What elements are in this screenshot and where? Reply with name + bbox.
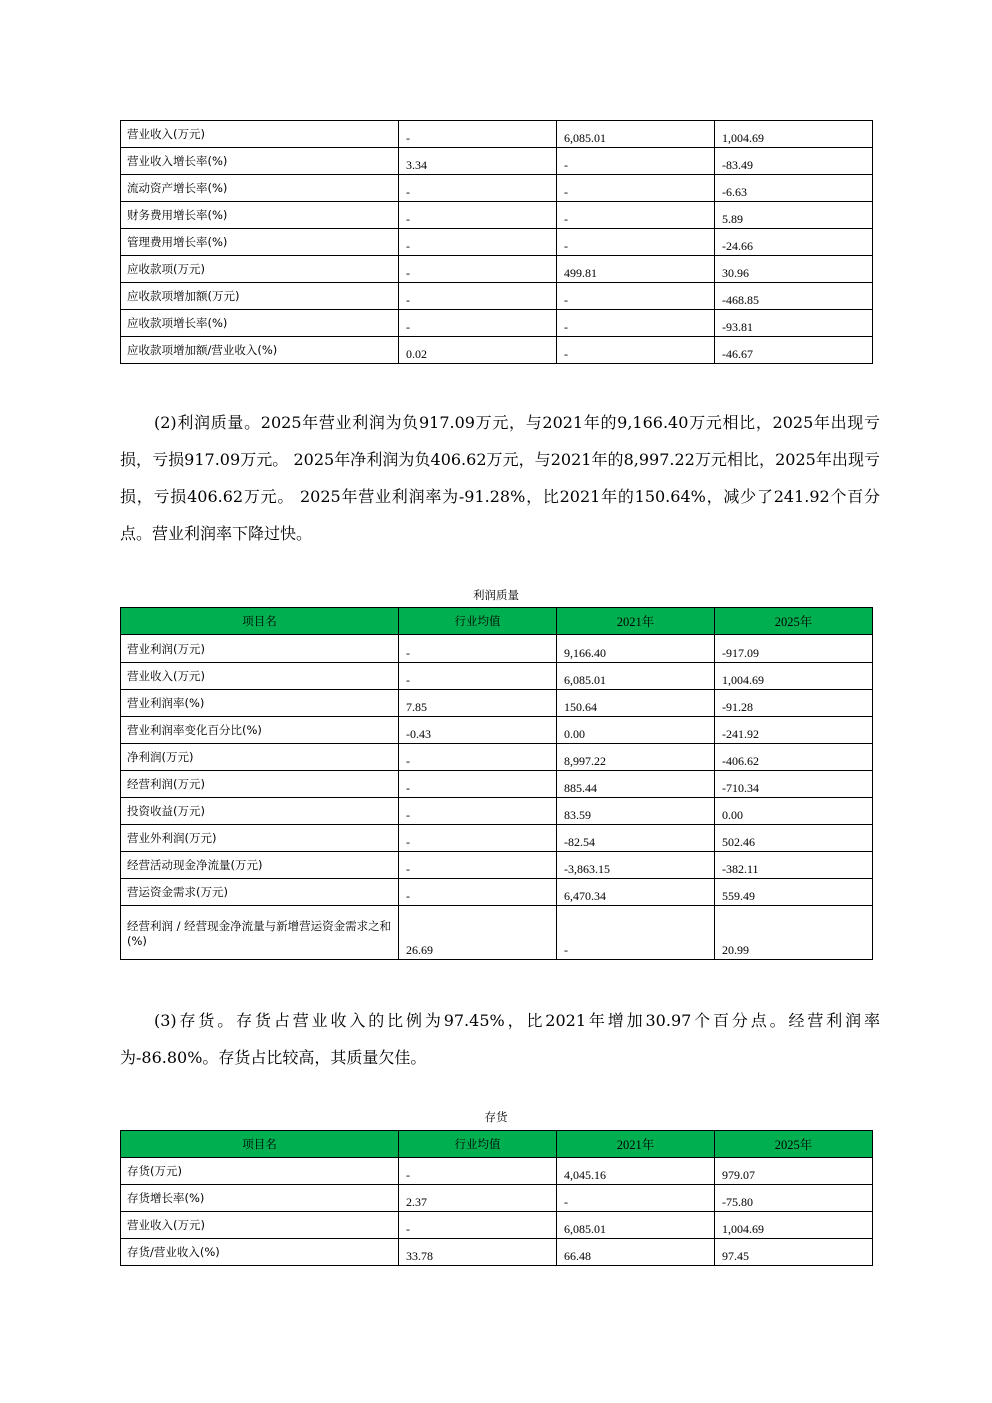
industry-average-cell: -	[399, 879, 557, 906]
industry-average-cell: -0.43	[399, 717, 557, 744]
table-row	[121, 906, 873, 960]
industry-average-cell: -	[399, 852, 557, 879]
row-label: 营业收入(万元)	[121, 121, 399, 148]
row-label: 营业利润(万元)	[121, 635, 399, 663]
table-header-row	[121, 608, 873, 635]
row-label: 存货(万元)	[121, 1158, 399, 1185]
industry-average-cell: -	[399, 1158, 557, 1185]
year-2021-cell: -82.54	[557, 825, 715, 852]
row-label: 投资收益(万元)	[121, 798, 399, 825]
industry-average-cell: 26.69	[399, 906, 557, 960]
year-2025-cell: 97.45	[715, 1239, 873, 1266]
table-row	[121, 825, 873, 852]
year-2021-cell: 6,470.34	[557, 879, 715, 906]
year-2025-cell: -468.85	[715, 283, 873, 310]
table-row	[121, 121, 873, 148]
row-label: 营业收入(万元)	[121, 663, 399, 690]
industry-average-cell: 33.78	[399, 1239, 557, 1266]
inventory-table	[120, 1130, 873, 1266]
row-label: 经营利润 / 经营现金净流量与新增营运资金需求之和(%)	[121, 906, 399, 960]
year-2025-cell: 5.89	[715, 202, 873, 229]
year-2025-cell: -93.81	[715, 310, 873, 337]
industry-average-cell: -	[399, 283, 557, 310]
row-label: 管理费用增长率(%)	[121, 229, 399, 256]
year-2025-cell: 559.49	[715, 879, 873, 906]
industry-average-cell: 7.85	[399, 690, 557, 717]
row-label: 营业外利润(万元)	[121, 825, 399, 852]
header-year-2021: 2021年	[557, 608, 715, 635]
year-2021-cell: 885.44	[557, 771, 715, 798]
table-row	[121, 852, 873, 879]
row-label: 财务费用增长率(%)	[121, 202, 399, 229]
year-2025-cell: -6.63	[715, 175, 873, 202]
year-2025-cell: -46.67	[715, 337, 873, 364]
inventory-caption: 存货	[484, 1110, 508, 1124]
table-row	[121, 202, 873, 229]
row-label: 存货增长率(%)	[121, 1185, 399, 1212]
row-label: 存货/营业收入(%)	[121, 1239, 399, 1266]
industry-average-cell: -	[399, 744, 557, 771]
year-2025-cell: -91.28	[715, 690, 873, 717]
industry-average-cell: -	[399, 1212, 557, 1239]
header-industry-avg: 行业均值	[399, 1131, 557, 1158]
table-row	[121, 717, 873, 744]
table-row	[121, 744, 873, 771]
table-row	[121, 1158, 873, 1185]
header-item-name: 项目名	[121, 1131, 399, 1158]
year-2021-cell: 9,166.40	[557, 635, 715, 663]
table-row	[121, 337, 873, 364]
header-year-2025: 2025年	[715, 1131, 873, 1158]
year-2021-cell: 6,085.01	[557, 1212, 715, 1239]
year-2025-cell: 979.07	[715, 1158, 873, 1185]
year-2021-cell: -	[557, 337, 715, 364]
year-2025-cell: -24.66	[715, 229, 873, 256]
year-2021-cell: 4,045.16	[557, 1158, 715, 1185]
year-2025-cell: 502.46	[715, 825, 873, 852]
table-row	[121, 229, 873, 256]
year-2021-cell: -	[557, 202, 715, 229]
table-header-row	[121, 1131, 873, 1158]
year-2021-cell: -	[557, 310, 715, 337]
year-2021-cell: -	[557, 283, 715, 310]
industry-average-cell: -	[399, 229, 557, 256]
table-row	[121, 1185, 873, 1212]
year-2025-cell: 0.00	[715, 798, 873, 825]
growth-table	[120, 120, 873, 364]
table-row	[121, 798, 873, 825]
year-2021-cell: 8,997.22	[557, 744, 715, 771]
table-row	[121, 663, 873, 690]
table-row	[121, 771, 873, 798]
profit-quality-table	[120, 607, 873, 960]
year-2025-cell: -382.11	[715, 852, 873, 879]
year-2021-cell: -	[557, 175, 715, 202]
table-row	[121, 690, 873, 717]
table-row	[121, 256, 873, 283]
year-2021-cell: 6,085.01	[557, 663, 715, 690]
profit-quality-caption: 利润质量	[473, 588, 519, 602]
industry-average-cell: 3.34	[399, 148, 557, 175]
row-label: 净利润(万元)	[121, 744, 399, 771]
row-label: 流动资产增长率(%)	[121, 175, 399, 202]
header-item-name: 项目名	[121, 608, 399, 635]
industry-average-cell: -	[399, 121, 557, 148]
industry-average-cell: -	[399, 663, 557, 690]
header-year-2025: 2025年	[715, 608, 873, 635]
row-label: 经营利润(万元)	[121, 771, 399, 798]
year-2025-cell: 30.96	[715, 256, 873, 283]
row-label: 应收款项增长率(%)	[121, 310, 399, 337]
row-label: 营业利润率(%)	[121, 690, 399, 717]
year-2021-cell: 66.48	[557, 1239, 715, 1266]
industry-average-cell: 0.02	[399, 337, 557, 364]
year-2025-cell: -710.34	[715, 771, 873, 798]
year-2021-cell: 6,085.01	[557, 121, 715, 148]
year-2025-cell: -917.09	[715, 635, 873, 663]
table-row	[121, 1212, 873, 1239]
industry-average-cell: -	[399, 202, 557, 229]
industry-average-cell: -	[399, 256, 557, 283]
table-row	[121, 879, 873, 906]
table-row	[121, 283, 873, 310]
industry-average-cell: 2.37	[399, 1185, 557, 1212]
industry-average-cell: -	[399, 771, 557, 798]
header-year-2021: 2021年	[557, 1131, 715, 1158]
year-2025-cell: -75.80	[715, 1185, 873, 1212]
year-2025-cell: 1,004.69	[715, 1212, 873, 1239]
row-label: 经营活动现金净流量(万元)	[121, 852, 399, 879]
year-2021-cell: -	[557, 148, 715, 175]
year-2021-cell: -	[557, 229, 715, 256]
year-2021-cell: 150.64	[557, 690, 715, 717]
industry-average-cell: -	[399, 635, 557, 663]
year-2021-cell: -	[557, 1185, 715, 1212]
year-2025-cell: 1,004.69	[715, 663, 873, 690]
year-2021-cell: -	[557, 906, 715, 960]
industry-average-cell: -	[399, 798, 557, 825]
row-label: 营业收入增长率(%)	[121, 148, 399, 175]
year-2021-cell: 499.81	[557, 256, 715, 283]
year-2025-cell: -406.62	[715, 744, 873, 771]
year-2025-cell: 20.99	[715, 906, 873, 960]
table-row	[121, 310, 873, 337]
row-label: 营业收入(万元)	[121, 1212, 399, 1239]
table-row	[121, 635, 873, 663]
profit-quality-paragraph: (2)利润质量。2025年营业利润为负917.09万元，与2021年的9,166.40万元相比，2025年出现亏损，亏损917.09万元。 2025年净利润为负406.62万元，与2021年的8,997.22万元相比，2025年出现亏损，亏损406.62万元。 2025年营业利润率为-91.28%，比2021年的150.64%，减少了241.92个百分点。营业利润率下降过快。	[120, 413, 880, 543]
year-2025-cell: 1,004.69	[715, 121, 873, 148]
year-2021-cell: 0.00	[557, 717, 715, 744]
row-label: 营业利润率变化百分比(%)	[121, 717, 399, 744]
year-2021-cell: -3,863.15	[557, 852, 715, 879]
year-2025-cell: -241.92	[715, 717, 873, 744]
industry-average-cell: -	[399, 825, 557, 852]
table-row	[121, 175, 873, 202]
row-label: 应收款项增加额/营业收入(%)	[121, 337, 399, 364]
inventory-paragraph: (3)存货。存货占营业收入的比例为97.45%，比2021年增加30.97个百分点。经营利润率为-86.80%。存货占比较高，其质量欠佳。	[120, 1011, 880, 1067]
table-row	[121, 1239, 873, 1266]
industry-average-cell: -	[399, 310, 557, 337]
year-2021-cell: 83.59	[557, 798, 715, 825]
header-industry-avg: 行业均值	[399, 608, 557, 635]
year-2025-cell: -83.49	[715, 148, 873, 175]
row-label: 应收款项增加额(万元)	[121, 283, 399, 310]
table-row	[121, 148, 873, 175]
row-label: 营运资金需求(万元)	[121, 879, 399, 906]
row-label: 应收款项(万元)	[121, 256, 399, 283]
industry-average-cell: -	[399, 175, 557, 202]
